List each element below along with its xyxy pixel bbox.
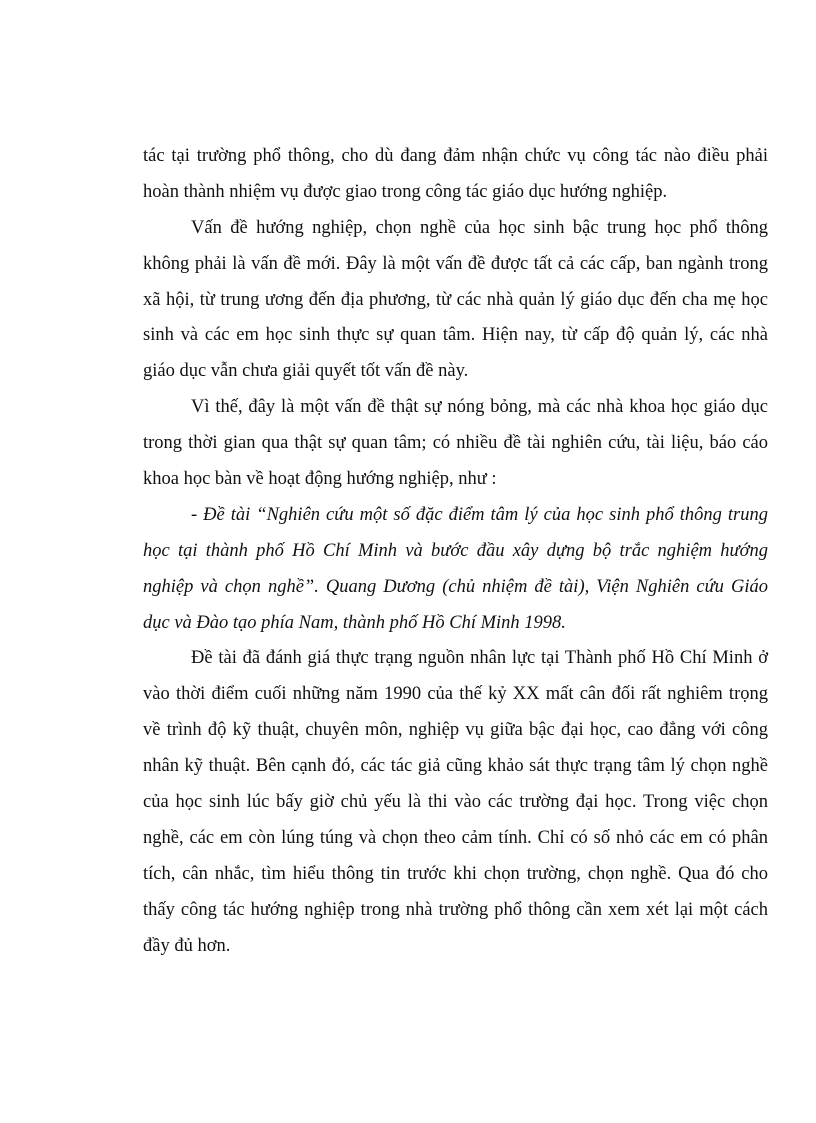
text-line: khoa học bàn về hoạt động hướng nghiệp, như : bbox=[143, 469, 497, 490]
text-line: không phải là vấn đề mới. Đây là một vấn đề được tất cả các cấp, ban ngành trong bbox=[143, 253, 768, 274]
text-line: tích, cân nhắc, tìm hiểu thông tin trước khi chọn trường, chọn nghề. Qua đó cho bbox=[143, 863, 768, 884]
text-line: nhân kỹ thuật. Bên cạnh đó, các tác giả cũng khảo sát thực trạng tâm lý chọn nghề bbox=[143, 756, 768, 777]
text-line: xã hội, từ trung ương đến địa phương, từ các nhà quản lý giáo dục đến cha mẹ học bbox=[143, 289, 768, 310]
text-line: dục và Đào tạo phía Nam, thành phố Hồ Chí Minh 1998. bbox=[143, 612, 566, 633]
text-line: nghề, các em còn lúng túng và chọn theo cảm tính. Chỉ có số nhỏ các em có phân bbox=[143, 827, 768, 848]
text-line: về trình độ kỹ thuật, chuyên môn, nghiệp vụ giữa bậc đại học, cao đẳng với công bbox=[143, 720, 768, 741]
text-line: Vì thế, đây là một vấn đề thật sự nóng bỏng, mà các nhà khoa học giáo dục bbox=[191, 397, 768, 418]
text-line: Vấn đề hướng nghiệp, chọn nghề của học sinh bậc trung học phổ thông bbox=[191, 217, 768, 238]
text-line: hoàn thành nhiệm vụ được giao trong công tác giáo dục hướng nghiệp. bbox=[143, 181, 668, 202]
text-line: - Đề tài “Nghiên cứu một số đặc điểm tâm lý của học sinh phổ thông trung bbox=[191, 504, 768, 525]
text-line: đầy đủ hơn. bbox=[143, 935, 231, 956]
text-line: vào thời điểm cuối những năm 1990 của thế kỷ XX mất cân đối rất nghiêm trọng bbox=[143, 684, 768, 705]
text-line: sinh và các em học sinh thực sự quan tâm. Hiện nay, từ cấp độ quản lý, các nhà bbox=[143, 325, 768, 346]
text-line: học tại thành phố Hồ Chí Minh và bước đầu xây dựng bộ trắc nghiệm hướng bbox=[143, 540, 768, 561]
text-line: tác tại trường phổ thông, cho dù đang đảm nhận chức vụ công tác nào điều phải bbox=[143, 146, 768, 166]
text-line: giáo dục vẫn chưa giải quyết tốt vấn đề này. bbox=[143, 361, 469, 382]
text-line: của học sinh lúc bấy giờ chủ yếu là thi vào các trường đại học. Trong việc chọn bbox=[143, 792, 768, 813]
text-line: thấy công tác hướng nghiệp trong nhà trường phổ thông cần xem xét lại một cách bbox=[143, 899, 768, 920]
document-page bbox=[143, 139, 768, 964]
text-line: nghiệp và chọn nghề”. Quang Dương (chủ nhiệm đề tài), Viện Nghiên cứu Giáo bbox=[143, 576, 768, 597]
text-line: Đề tài đã đánh giá thực trạng nguồn nhân lực tại Thành phố Hồ Chí Minh ở bbox=[191, 648, 768, 669]
text-line: trong thời gian qua thật sự quan tâm; có nhiều đề tài nghiên cứu, tài liệu, báo cáo bbox=[143, 433, 768, 454]
